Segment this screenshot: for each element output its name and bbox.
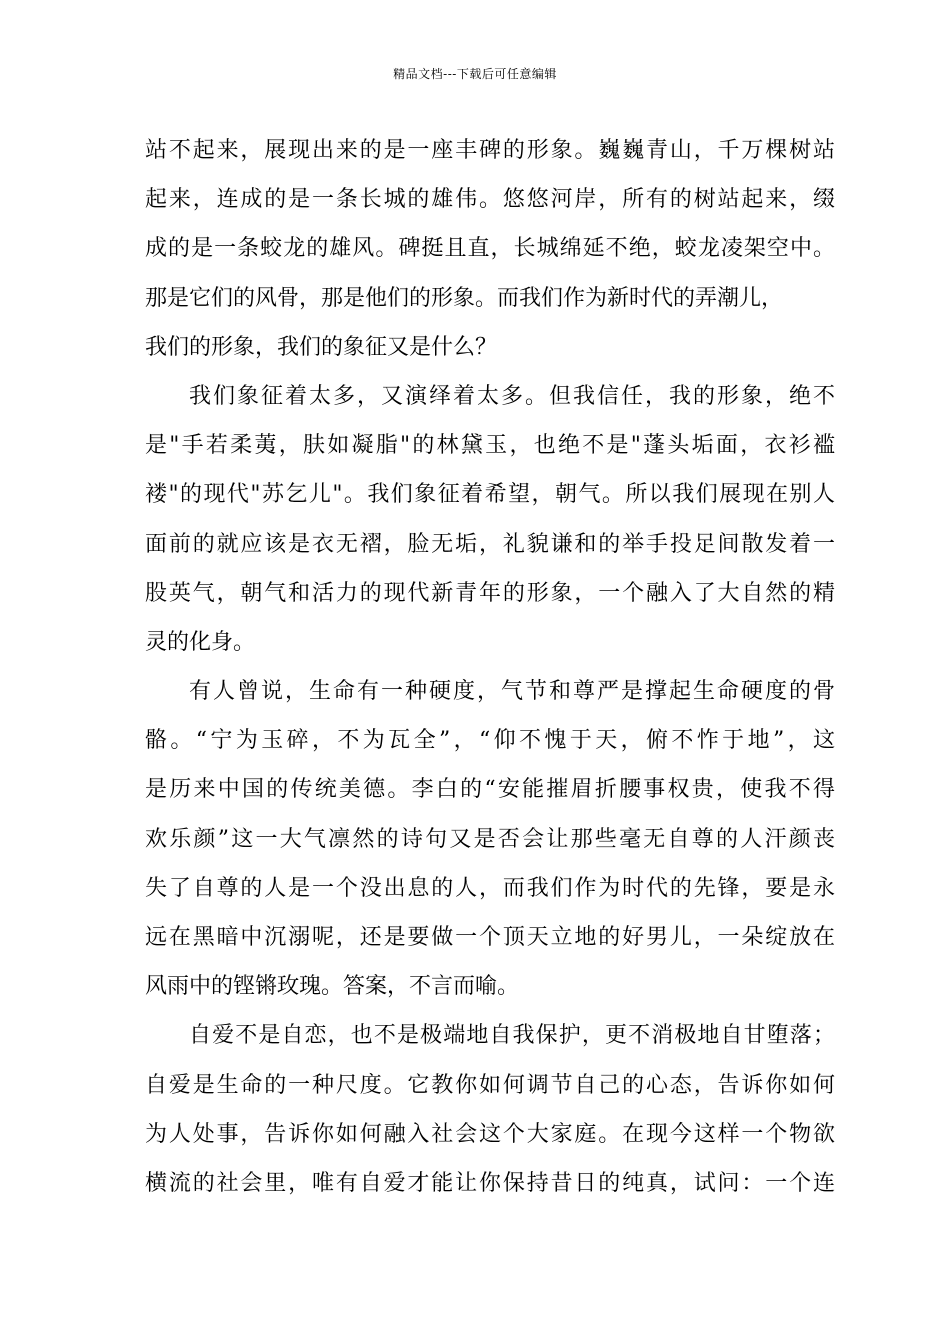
- text-line: 自爱是生命的一种尺度。它教你如何调节自己的心态，告诉你如何: [145, 1072, 835, 1098]
- text-line: 是历来中国的传统美德。李白的“安能摧眉折腰事权贵，使我不得: [145, 777, 835, 803]
- text-line: 横流的社会里，唯有自爱才能让你保持昔日的纯真，试问：一个连: [145, 1170, 835, 1196]
- page-header: 精品文档---下载后可任意编辑: [393, 67, 557, 81]
- text-line: 骼。“宁为玉碎，不为瓦全”，“仰不愧于天，俯不怍于地”，这: [145, 728, 835, 754]
- text-line: 股英气，朝气和活力的现代新青年的形象，一个融入了大自然的精: [145, 580, 835, 606]
- text-line: 灵的化身。: [145, 629, 256, 655]
- text-line: 有人曾说，生命有一种硬度，气节和尊严是撑起生命硬度的骨: [189, 679, 835, 705]
- text-line: 褛"的现代"苏乞儿"。我们象征着希望，朝气。所以我们展现在别人: [145, 482, 835, 508]
- text-line: 我们象征着太多，又演绎着太多。但我信任，我的形象，绝不: [189, 383, 835, 409]
- text-line: 为人处事，告诉你如何融入社会这个大家庭。在现今这样一个物欲: [145, 1121, 835, 1147]
- text-line: 我们的形象，我们的象征又是什么？: [145, 334, 498, 360]
- text-line: 远在黑暗中沉溺呢，还是要做一个顶天立地的好男儿，一朵绽放在: [145, 925, 835, 950]
- text-line: 自爱不是自恋，也不是极端地自我保护，更不消极地自甘堕落；: [189, 1023, 835, 1049]
- text-line: 起来，连成的是一条长城的雄伟。悠悠河岸，所有的树站起来，缀: [145, 187, 835, 213]
- text-line: 站不起来，展现出来的是一座丰碑的形象。巍巍青山，千万棵树站: [145, 138, 835, 163]
- text-line: 欢乐颜”这一大气凛然的诗句又是否会让那些毫无自尊的人汗颜丧: [145, 826, 835, 852]
- text-line: 是"手若柔荑，肤如凝脂"的林黛玉，也绝不是"蓬头垢面，衣衫褴: [145, 433, 835, 459]
- text-line: 面前的就应该是衣无褶，脸无垢，礼貌谦和的举手投足间散发着一: [145, 531, 835, 557]
- text-line: 成的是一条蛟龙的雄风。碑挺且直，长城绵延不绝，蛟龙凌架空中。: [145, 236, 835, 262]
- text-line: 风雨中的铿锵玫瑰。答案，不言而喻。: [145, 974, 520, 1000]
- document-body: [145, 126, 835, 1208]
- text-line: 那是它们的风骨，那是他们的形象。而我们作为新时代的弄潮儿，: [145, 285, 784, 311]
- text-line: 失了自尊的人是一个没出息的人，而我们作为时代的先锋，要是永: [145, 875, 835, 901]
